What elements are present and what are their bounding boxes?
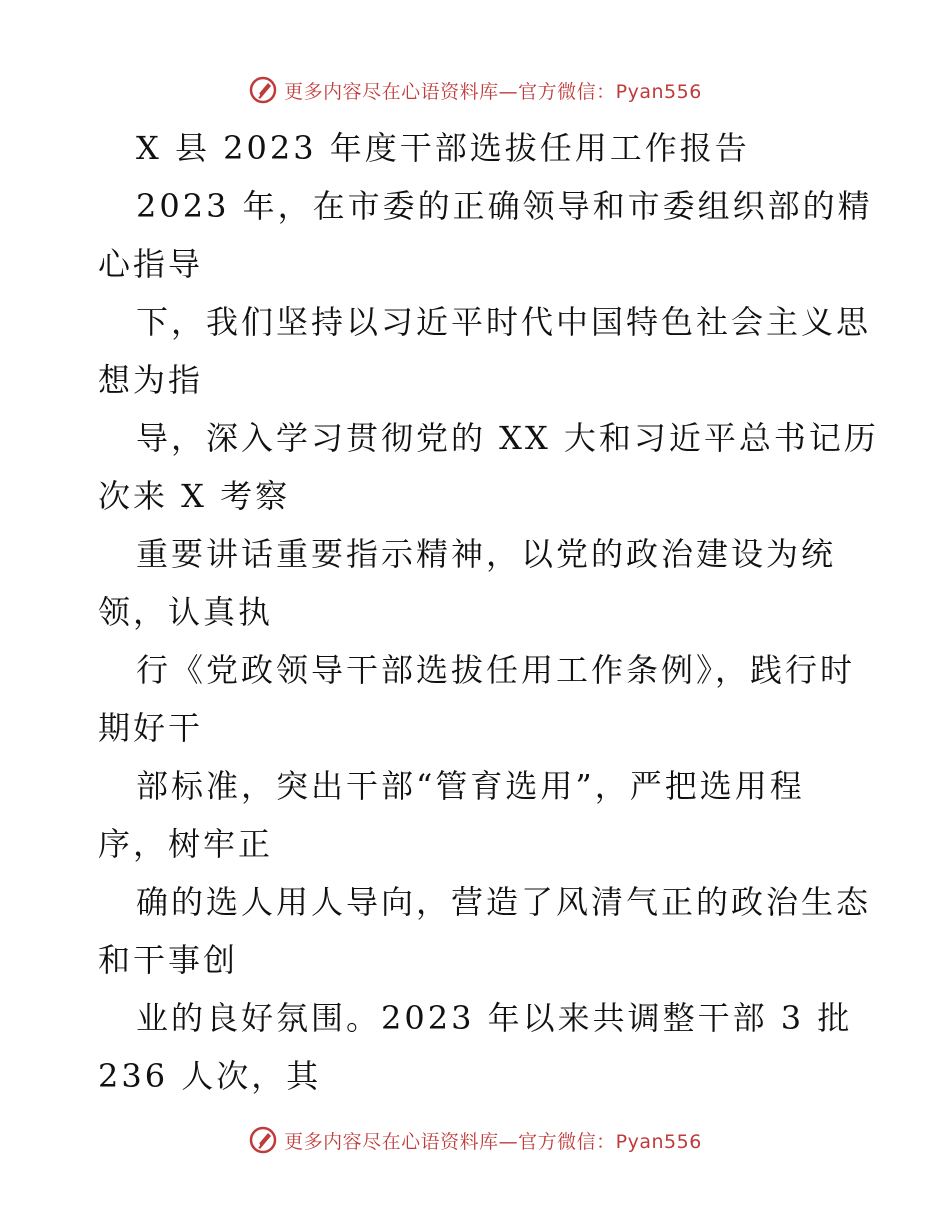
footer-watermark (0, 1120, 950, 1160)
text-line: 部标准，突出干部“管育选用”，严把选用程 (136, 767, 805, 805)
watermark-text: 更多内容尽在心语资料库—官方微信：Pyan556 (284, 80, 702, 103)
text-line: 想为指 (98, 361, 204, 399)
watermark-text: 更多内容尽在心语资料库—官方微信：Pyan556 (284, 1130, 702, 1153)
text-line: 心指导 (98, 245, 204, 283)
text-line: 导，深入学习贯彻党的 XX 大和习近平总书记历 (136, 419, 879, 457)
pen-seal-icon (248, 1125, 278, 1155)
text-line: 次来 X 考察 (98, 477, 291, 515)
text-line: 序，树牢正 (98, 825, 274, 863)
text-line: 下，我们坚持以习近平时代中国特色社会主义思 (136, 303, 872, 341)
text-line: 2023 年，在市委的正确领导和市委组织部的精 (136, 187, 873, 225)
document-title: X 县 2023 年度干部选拔任用工作报告 (136, 129, 750, 167)
text-line: 确的选人用人导向，营造了风清气正的政治生态 (136, 883, 872, 921)
text-line: 业的良好氛围。2023 年以来共调整干部 3 批 (136, 999, 853, 1037)
text-line: 领，认真执 (98, 593, 274, 631)
text-line: 期好干 (98, 709, 204, 747)
header-watermark (0, 70, 950, 110)
text-line: 重要讲话重要指示精神，以党的政治建设为统 (136, 535, 837, 573)
text-line: 和干事创 (98, 941, 239, 979)
pen-seal-icon (248, 75, 278, 105)
text-line: 236 人次，其 (98, 1057, 322, 1095)
text-line: 行《党政领导干部选拔任用工作条例》，践行时 (136, 651, 856, 689)
